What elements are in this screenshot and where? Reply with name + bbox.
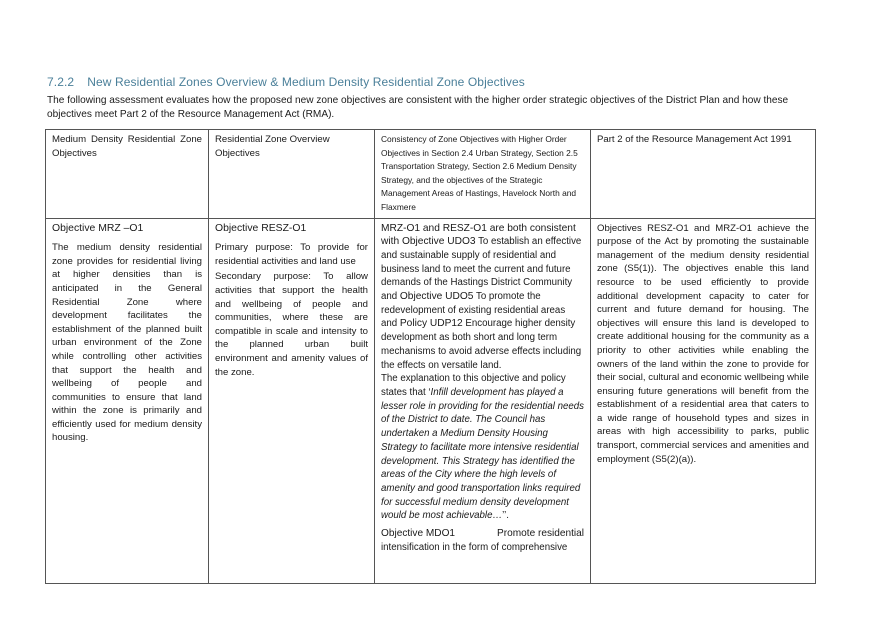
section-title: New Residential Zones Overview & Medium Density Residential Zone Objectives — [87, 75, 525, 89]
consistency-udo3-text: To establish an effective and sustainable supply of residential and business land to meet the current and future demands of the Hastings District Community and — [381, 236, 582, 303]
consistency-lead: MRZ-O1 and RESZ-O1 are both consistent with Objective UDO3 — [381, 222, 576, 248]
objective-mrz-text: The medium density residential zone provides for residential living at higher densities than is anticipated in the General Residential Zone where development facilitates the establishment of the planned built urban environment of the Zone while controlling other activities that support the health and wellbeing of people and communities to ensure that land within the zone is primarily and efficiently used for medium density housing. — [52, 242, 202, 444]
objective-udo5-label: Objective UDO5 — [399, 291, 474, 303]
header-rma-part2: Part 2 of the Resource Management Act 1991 — [591, 130, 816, 219]
objective-resz-secondary: Secondary purpose: To allow activities that support the health and wellbeing of people and communities, where these are compatible in scale and intensity to the planned urban built environment and amenity values of the zone. — [215, 271, 368, 378]
objective-mrz-title: Objective MRZ –O1 — [52, 222, 144, 234]
rma-and: and — [688, 222, 716, 234]
section-heading — [47, 75, 525, 89]
assessment-table — [45, 129, 816, 584]
rma-mrz-ref: MRZ-O1 — [715, 222, 753, 234]
rma-pre: Objectives — [597, 222, 648, 234]
objective-udo5-text: To promote the redevelopment of existing residential areas and — [381, 291, 566, 330]
cell-consistency — [375, 218, 591, 583]
objective-mdo1-label: Objective MDO1 — [381, 528, 456, 540]
header-mrz-objectives: Medium Density Residential Zone Objectives — [46, 130, 209, 219]
rma-text: achieve the purpose of the Act by promoting the sustainable management of the medium density residential zone (S5(1)). The objectives enable this land resource to be used efficiently to provide additional development capacity to cater for current and future demand for housing. The objectives will ensure this land is developed to create additional housing for the community as a priority to other activities while enabling the owners of the land within the zone to provide for their social, cultural and economic wellbeing while ensuring future generations will benefit from the establishment of a residential area that caters to a wide range of household types and sizes in areas with high accessibility to parks, public transport, commercial services and amenities and employment (S5(2)(a)). — [597, 222, 809, 465]
explanation-paragraph — [381, 372, 584, 523]
policy-udp12-label: Policy UDP12 — [399, 318, 463, 330]
objective-mdo1-continuation: intensification in the form of comprehensive — [381, 541, 568, 553]
consistency-paragraph — [381, 222, 584, 373]
table-header-row — [46, 130, 816, 219]
rma-paragraph — [597, 222, 809, 467]
cell-resz-objective — [209, 218, 375, 583]
consistency-content — [381, 222, 584, 580]
explanation-start: The explanation to this objective and policy states that ‘ — [381, 373, 566, 398]
objective-resz-primary: Primary purpose: To provide for residential activities and land use — [215, 242, 368, 267]
section-number: 7.2.2 — [47, 75, 75, 89]
objective-resz-title: Objective RESZ-O1 — [215, 222, 307, 234]
table-row — [46, 218, 816, 583]
rma-resz-ref: RESZ-O1 — [647, 222, 689, 234]
cell-mrz-objective — [46, 218, 209, 583]
explanation-quote: Infill development has played a lesser role in providing for the residential needs of the District to date. The Council has undertaken a Medium Density Housing Strategy to facilitate more intensive residential development. This Strategy has identified the areas of the City where the high levels of amenity and good transportation links required for successful medium density development would be most achievable… — [381, 387, 584, 522]
objective-mdo1-text: Promote residential — [497, 528, 584, 540]
cell-rma-part2 — [591, 218, 816, 583]
intro-paragraph: The following assessment evaluates how the proposed new zone objectives are consistent with the higher order strategic objectives of the District Plan and how these objectives meet Part 2 of the Resource Management Act (RMA). — [47, 95, 789, 120]
explanation-end: ’’. — [502, 510, 509, 522]
objective-mdo1-line — [381, 527, 584, 541]
policy-udp12-text: Encourage higher density development as both short and long term mechanisms to avoid adverse effects including the effects on versatile land. — [381, 318, 582, 371]
header-overview-objectives: Residential Zone Overview Objectives — [209, 130, 375, 219]
header-consistency: Consistency of Zone Objectives with Higher Order Objectives in Section 2.4 Urban Strategy, Section 2.5 Transportation Strategy, Section 2.6 Medium Density Strategy, and the objectives of the Strategic Management Areas of Hastings, Havelock North and Flaxmere — [375, 130, 591, 219]
